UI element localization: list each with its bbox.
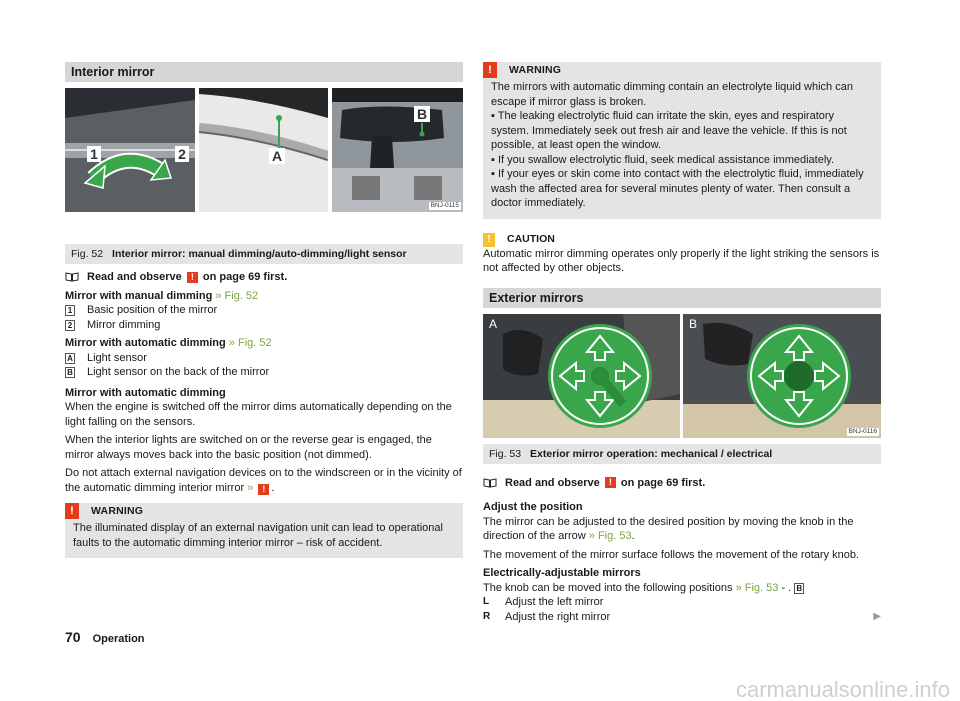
figure-53 (483, 314, 881, 464)
figure-52-image-manual (65, 88, 195, 212)
electric-section (483, 566, 881, 624)
fig-53-link[interactable]: » Fig. 53 (735, 581, 779, 594)
warning-intro: The mirrors with automatic dimming contain an electrolyte liquid which can escape if mirror glass is broken. (491, 81, 853, 108)
figure-label-B: B (416, 106, 428, 122)
electric-heading: Electrically-adjustable mirrors (483, 567, 641, 579)
manual-dimming-section (65, 289, 463, 333)
caution-icon: ! (483, 233, 495, 247)
warning-bullet: ▪ The leaking electrolytic fluid can irritate the skin, eyes and respiratory system. Immediately seek out fresh air and leave the vehicle. If this is not possible, at least open the window. (491, 110, 847, 151)
auto-dimming-section (65, 336, 463, 380)
warning-header (65, 503, 463, 519)
figure-label-B: B (689, 316, 698, 331)
page-section: Operation (92, 633, 145, 645)
warning-box (483, 62, 881, 219)
watermark: carmanualsonline.info (735, 676, 950, 701)
figure-52-image-auto (199, 88, 328, 212)
list-item (483, 610, 881, 625)
figure-52-image-sensor (332, 88, 463, 212)
paragraph: Do not attach external navigation devices on to the windscreen or in the vicinity of the automatic dimming interior mirror » ! . (65, 467, 462, 494)
warning-icon: ! (483, 62, 497, 78)
read-observe-pre: Read and observe (87, 271, 182, 283)
warning-bullet-text: The leaking electrolytic fluid can irritate the skin, eyes and respiratory system. Immediately seek out fresh air and leave the vehicle. If this is not possible, at least open the window. (491, 110, 847, 151)
key-badge: 1 (65, 305, 75, 316)
warning-bullet-text: If your eyes or skin come into contact with the electrolytic fluid, immediately wash the affected area for several minutes plenty of water. Then consult a doctor immediately. (491, 168, 864, 209)
auto-heading: Mirror with automatic dimming (65, 337, 226, 349)
page-number: 70 (65, 629, 81, 645)
figure-label-A: A (271, 148, 283, 164)
page-footer (65, 630, 145, 647)
figure-52 (65, 88, 463, 260)
read-observe-pre: Read and observe (505, 476, 600, 489)
warning-title: WARNING (509, 63, 562, 76)
paragraph: The movement of the mirror surface follows the movement of the rotary knob. (483, 548, 859, 561)
list-item-text: Light sensor (87, 351, 147, 364)
read-observe-note (483, 476, 881, 491)
adjust-section (483, 500, 881, 562)
section-title-exterior-mirrors: Exterior mirrors (483, 288, 881, 308)
list-item-text: Basic position of the mirror (87, 304, 218, 316)
list-item-text: Mirror dimming (87, 318, 161, 331)
read-observe-post: on page 69 first. (620, 476, 706, 489)
paragraph: When the engine is switched off the mirror dims automatically depending on the light falling on the sensors. (65, 401, 452, 428)
figure-code: BNJ-0116 (848, 427, 877, 435)
left-column (65, 62, 463, 558)
figure-52-caption (65, 244, 463, 264)
list-item (65, 318, 463, 333)
warning-bullet: ▪ If you swallow electrolytic fluid, seek medical assistance immediately. (491, 153, 835, 166)
paragraph-text: The mirror can be adjusted to the desired position by moving the knob in the direction of the arrow (483, 515, 854, 542)
warning-bullet: ▪ If your eyes or skin come into contact with the electrolytic fluid, immediately wash the affected area for several minutes plenty of water. Then consult a doctor immediately. (491, 168, 864, 209)
list-item (65, 351, 463, 366)
figure-caption-text: Interior mirror: manual dimming/auto-dimming/light sensor (112, 248, 407, 260)
figure-number: Fig. 53 (489, 447, 522, 460)
list-item (483, 595, 881, 610)
key-badge: B (794, 583, 804, 594)
figure-label-A: A (489, 316, 498, 331)
warning-icon: ! (187, 272, 198, 283)
read-observe-note (65, 270, 463, 285)
book-icon (483, 478, 497, 488)
warning-link[interactable]: » (247, 481, 254, 494)
caution-title: CAUTION (507, 233, 555, 246)
auto-subheading: Mirror with automatic dimming (65, 386, 226, 399)
warning-text: The illuminated display of an external navigation unit can lead to operational faults to the automatic dimming interior mirror – risk of accident. (73, 522, 443, 549)
figure-number: Fig. 52 (71, 248, 104, 260)
manual-fig-link[interactable]: » Fig. 52 (215, 289, 259, 302)
list-item-text: Adjust the left mirror (505, 596, 604, 608)
paragraph: When the interior lights are switched on or the reverse gear is engaged, the mirror always moves back into the basic position (not dimmed). (65, 434, 432, 461)
warning-title: WARNING (91, 504, 144, 517)
list-item (65, 365, 463, 380)
figure-53-caption (483, 444, 881, 464)
key-badge: A (65, 353, 75, 364)
figure-label-1: 1 (90, 146, 98, 162)
warning-header (483, 62, 881, 78)
caution-text: Automatic mirror dimming operates only properly if the light striking the sensors is not affected by other objects. (483, 247, 880, 274)
adjust-heading: Adjust the position (483, 501, 583, 513)
paragraph-text: - . (781, 581, 792, 594)
key-label: R (483, 610, 491, 622)
caution-header (483, 233, 881, 247)
warning-icon: ! (605, 477, 616, 488)
auto-fig-link[interactable]: » Fig. 52 (228, 337, 272, 349)
continue-arrow-icon: ▶ (873, 610, 881, 622)
figure-53-image-mechanical (483, 314, 680, 438)
paragraph: The mirror can be adjusted to the desired position by moving the knob in the direction of the arrow » Fig. 53. (483, 515, 854, 542)
figure-53-image-electrical (683, 314, 881, 438)
warning-bullet-text: If you swallow electrolytic fluid, seek medical assistance immediately. (497, 153, 835, 166)
fig-53-link[interactable]: » Fig. 53 (588, 530, 632, 542)
right-column (483, 62, 881, 624)
figure-code: BNJ-0115 (430, 202, 459, 209)
paragraph-text: Do not attach external navigation devices on to the windscreen or in the vicinity of the automatic dimming interior mirror (65, 467, 462, 494)
figure-caption-text: Exterior mirror operation: mechanical / electrical (530, 447, 773, 460)
manual-heading: Mirror with manual dimming (65, 289, 213, 302)
section-title-interior-mirror: Interior mirror (65, 62, 463, 82)
warning-box (65, 503, 463, 558)
key-badge: 2 (65, 320, 75, 331)
electric-text (483, 581, 881, 596)
auto-dimming-description (65, 386, 463, 496)
warning-icon: ! (258, 484, 269, 495)
book-icon (65, 272, 79, 282)
list-item-text: Adjust the right mirror (505, 610, 611, 623)
list-item (65, 303, 463, 318)
paragraph-text: The knob can be moved into the following positions (483, 581, 733, 594)
read-observe-post: on page 69 first. (202, 271, 288, 283)
key-label: L (483, 596, 490, 607)
key-badge: B (65, 367, 75, 378)
list-item-text: Light sensor on the back of the mirror (87, 366, 270, 378)
figure-label-2: 2 (178, 146, 186, 162)
warning-icon: ! (65, 503, 79, 519)
